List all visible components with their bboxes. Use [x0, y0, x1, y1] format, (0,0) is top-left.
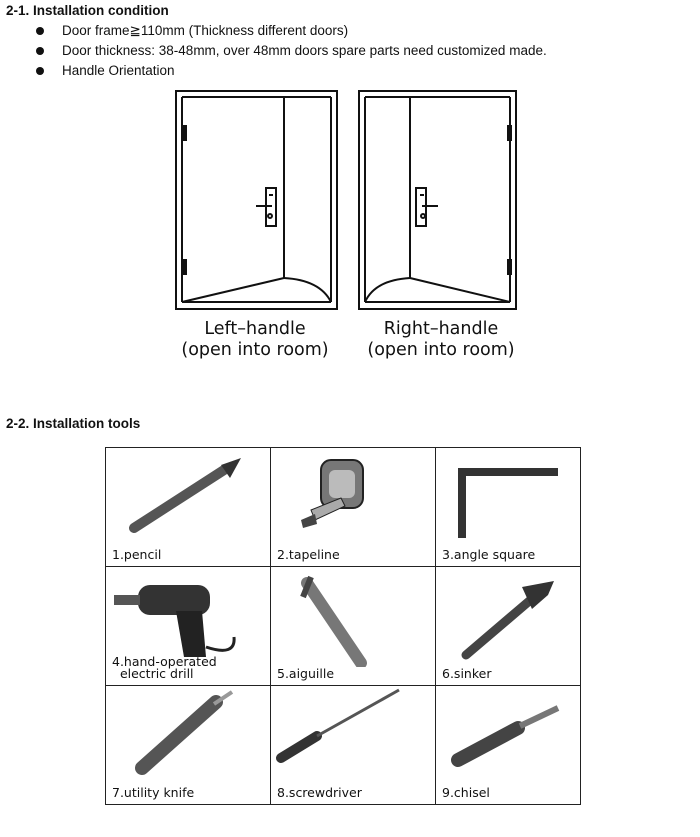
- bullet-icon: [36, 67, 44, 75]
- list-item: [36, 21, 547, 41]
- tool-label: 9.chisel: [442, 785, 490, 800]
- right-handle-door-diagram: [359, 91, 516, 309]
- tools-table: [105, 447, 581, 805]
- angle-square-icon: [436, 448, 580, 548]
- list-item: [36, 61, 547, 81]
- caption-line: (open into room): [181, 340, 329, 360]
- caption-line: (open into room): [367, 340, 515, 360]
- condition-list: [36, 21, 547, 81]
- section-title-installation-condition: 2-1. Installation condition: [6, 3, 169, 18]
- bullet-icon: [36, 27, 44, 35]
- tool-cell-tapeline: [271, 448, 436, 567]
- caption-line: Right–handle: [383, 319, 499, 339]
- left-handle-door-diagram: [176, 91, 337, 309]
- pencil-icon: [106, 448, 270, 548]
- tool-label: 4.hand-operated electric drill: [112, 654, 217, 681]
- handle-orientation-diagram: [170, 88, 530, 316]
- section-title-installation-tools: 2-2. Installation tools: [6, 416, 141, 431]
- tool-cell-angle-square: [436, 448, 581, 567]
- tape-measure-icon: [271, 448, 435, 548]
- aiguille-icon: [271, 567, 435, 667]
- tool-cell-pencil: [106, 448, 271, 567]
- tool-label: 6.sinker: [442, 666, 492, 681]
- tool-label: 5.aiguille: [277, 666, 335, 681]
- screwdriver-icon: [271, 686, 435, 786]
- table-row: [106, 567, 581, 686]
- tool-label: 8.screwdriver: [277, 785, 362, 800]
- tool-cell-screwdriver: [271, 686, 436, 805]
- left-handle-caption: [170, 319, 340, 361]
- list-item: [36, 41, 547, 61]
- tool-cell-sinker: [436, 567, 581, 686]
- bullet-text: Door frame≧110mm (Thickness different doors): [62, 23, 349, 38]
- tool-cell-utility-knife: [106, 686, 271, 805]
- tool-cell-electric-drill: [106, 567, 271, 686]
- tool-cell-aiguille: [271, 567, 436, 686]
- right-handle-caption: [355, 319, 527, 361]
- utility-knife-icon: [106, 686, 270, 786]
- hammer-icon: [436, 567, 580, 667]
- bullet-icon: [36, 47, 44, 55]
- bullet-text: Handle Orientation: [62, 63, 175, 78]
- tool-label: 3.angle square: [442, 547, 536, 562]
- tool-label: 2.tapeline: [277, 547, 340, 562]
- tool-label: 1.pencil: [112, 547, 162, 562]
- tool-cell-chisel: [436, 686, 581, 805]
- caption-line: Left–handle: [204, 319, 306, 339]
- table-row: [106, 448, 581, 567]
- tool-label: 7.utility knife: [112, 785, 195, 800]
- chisel-icon: [436, 686, 580, 786]
- bullet-text: Door thickness: 38-48mm, over 48mm doors spare parts need customized made.: [62, 43, 547, 58]
- table-row: [106, 686, 581, 805]
- electric-drill-icon: [106, 567, 270, 667]
